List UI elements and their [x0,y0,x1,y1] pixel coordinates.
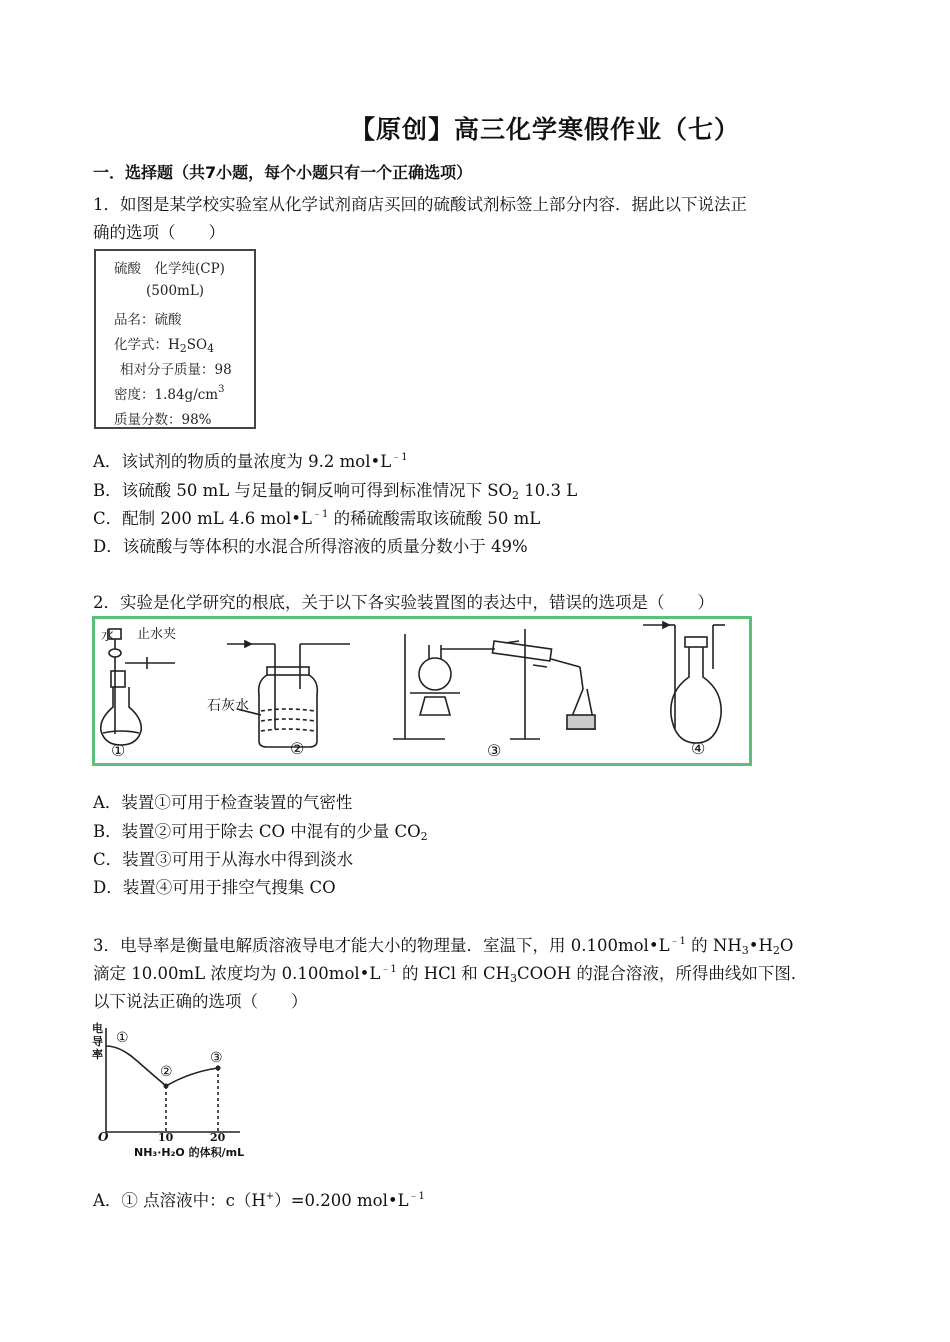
apparatus-drawing [95,619,749,763]
q1-stem-line2: 确的选项（ ） [93,223,225,242]
conductivity-graph [90,1020,265,1160]
section-heading: 一．选择题（共7小题，每个小题只有一个正确选项） [93,163,473,182]
y-label-2: 导 [92,1035,103,1048]
fig-number-2: ② [290,739,305,758]
y-label-3: 率 [92,1048,103,1061]
label-line-6: 密度：$1.84g/cm^3$ [114,384,225,403]
y-label-1: 电 [92,1022,103,1035]
point-1-label: ① [116,1030,129,1046]
q3-option-a: A．① 点溶液中：c（H+）=0.200 $mol•L^{﹣1}$ [93,1191,425,1210]
label-line-4: 化学式：$H_2SO_4$ [114,337,215,355]
fig-number-3: ③ [487,741,502,760]
reagent-label-figure [94,249,256,429]
point-2-label: ② [160,1064,173,1080]
q1-option-a: A．该试剂的物质的量浓度为 9.2 $mol•L^{﹣1}$ [93,452,408,471]
q2-option-c: C．装置③可用于从海水中得到淡水 [93,850,354,869]
q1-option-b: B．该硫酸 50 mL 与足量的铜反响可得到标准情况下 $SO_2$ 10.3 L [93,481,578,502]
q2-stem: 2．实验是化学研究的根底，关于以下各实验装置图的表达中，错误的选项是（ ） [93,593,714,612]
q3-stem-line3: 以下说法正确的选项（ ） [93,992,308,1011]
q3-stem-line1: 3．电导率是衡量电解质溶液导电才能大小的物理量．室温下，用 $0.100mol•L^{﹣1}$ 的 $NH_3•H_2O$ [93,936,794,957]
q2-option-d: D．装置④可用于排空气搜集 CO [93,878,336,897]
label-line-5: 相对分子质量：98 [120,362,232,378]
q2-option-b: B．装置②可用于除去 CO 中混有的少量 $CO_2$ [93,822,428,843]
page-title: 【原创】高三化学寒假作业（七） [349,115,740,144]
q1-option-d: D．该硫酸与等体积的水混合所得溶液的质量分数小于 49% [93,537,528,556]
fig-limewater-label: 石灰水 [207,698,249,714]
x-tick-10: 10 [158,1131,174,1144]
label-line-3: 品名：硫酸 [114,312,182,328]
label-line-2: (500mL) [146,283,205,299]
label-line-1: 硫酸 化学纯(CP) [114,261,225,277]
apparatus-figure [92,616,752,766]
label-line-7: 质量分数：98% [114,412,212,428]
fig-water-label: 水 [101,629,115,644]
q3-stem-line2: 滴定 10.00mL 浓度均为 $0.100mol•L^{﹣1}$ 的 HCl 和 $CH_3COOH$ 的混合溶液，所得曲线如下图． [93,964,808,985]
point-3-label: ③ [210,1050,223,1066]
q2-option-a: A．装置①可用于检查装置的气密性 [93,793,353,812]
x-tick-20: 20 [210,1131,226,1144]
fig-number-4: ④ [691,739,706,758]
fig-clamp-label: 止水夹 [137,627,177,642]
origin-label: O [98,1130,109,1144]
fig-number-1: ① [111,741,126,760]
q1-stem-line1: 1．如图是某学校实验室从化学试剂商店买回的硫酸试剂标签上部分内容．据此以下说法正 [93,195,747,214]
q1-option-c: C．配制 200 mL 4.6 $mol•L^{﹣1}$ 的稀硫酸需取该硫酸 50 mL [93,509,541,528]
x-axis-label: NH₃·H₂O 的体积/mL [134,1146,245,1159]
